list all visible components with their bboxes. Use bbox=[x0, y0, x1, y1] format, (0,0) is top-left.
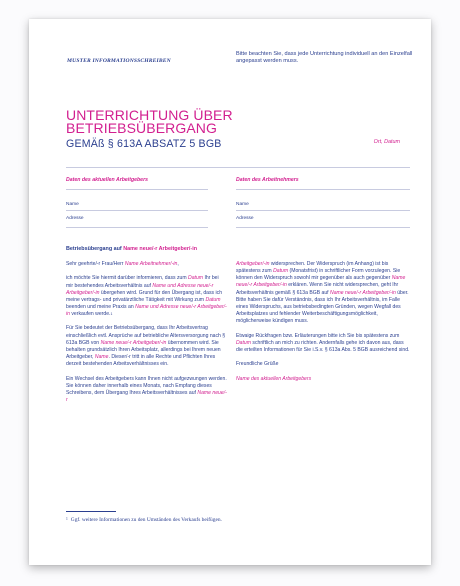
employer-address-label: Adresse bbox=[66, 216, 84, 221]
employer-address-line bbox=[66, 227, 208, 228]
employer-heading: Daten des aktuellen Arbeitgebers bbox=[66, 177, 148, 183]
employee-heading: Daten des Arbeitnehmers bbox=[236, 177, 299, 183]
subject-line bbox=[66, 246, 197, 252]
document-subtitle: GEMÄß § 613A ABSATZ 5 BGB bbox=[66, 138, 222, 150]
paragraph-objection-right: Ein Wechsel des Arbeitgebers kann Ihnen nicht aufgezwungen werden. Sie können daher innerhalb eines Monats, nach Empfang dieses Schreibens, dem Übergang Ihres Arbeitsverhältnisses auf Name neue/-r bbox=[66, 375, 227, 404]
employer-name-label: Name bbox=[66, 202, 79, 207]
letter-left-column bbox=[66, 261, 227, 411]
employee-address-label: Adresse bbox=[236, 216, 254, 221]
individualization-note: Bitte beachten Sie, dass jede Unterrichtung individuell an den Einzelfall angepasst werden muss. bbox=[236, 51, 413, 65]
document-title bbox=[66, 109, 233, 135]
subject-prefix: Betriebsübergang auf bbox=[66, 246, 124, 252]
title-line-2: BETRIEBSÜBERGANG bbox=[66, 120, 217, 136]
employee-name-label: Name bbox=[236, 202, 249, 207]
place-date: Ort, Datum bbox=[373, 139, 400, 145]
footnote bbox=[66, 517, 246, 524]
paragraph-objection-details: Arbeitgeber/-in widersprechen. Der Widerspruch (im Anhang) ist bis spätestens zum Datum (Monatsfrist) in schriftlicher Form vorzulegen. Sie können den Widerspruch sowohl mir gegenüber als auch gegenüber Name neue/-r Arbeitgeber/-in erklären. Wenn Sie nicht widersprechen, geht Ihr Arbeitsverhältnis gemäß § 613a BGB auf Name neue/-r Arbeitgeber/-in über. Bitte haben Sie dafür Verständnis, dass ich Ihr Arbeitsverhältnis, im Falle eines Widerspruchs, aus betriebsbedingten Gründen, wegen Wegfall des Arbeitsplatzes und fehlender Weiterbeschäftigungsmöglichkeit, möglicherweise kündigen muss. bbox=[236, 261, 409, 325]
footnote-number: 1 bbox=[66, 517, 68, 521]
footnote-divider bbox=[66, 511, 116, 512]
letter-page bbox=[29, 19, 431, 565]
footnote-marker: 1 bbox=[110, 312, 113, 317]
title-line-1: UNTERRICHTUNG ÜBER bbox=[66, 107, 233, 123]
title-divider bbox=[66, 167, 410, 168]
salutation-name: Name Arbeitnehmer/-in bbox=[124, 261, 178, 267]
employee-rule bbox=[236, 189, 410, 190]
paragraph-questions: Etwaige Rückfragen bzw. Erläuterungen bitte ich Sie bis spätestens zum Datum schriftlich an mich zu richten. Andernfalls gehe ich davon aus, dass die erteilten Informationen für Sie i.S.v. § 613a Abs. 5 BGB ausreichend sind. bbox=[236, 332, 410, 353]
closing-greeting: Freundliche Grüße bbox=[236, 361, 279, 368]
letter-right-column bbox=[236, 261, 410, 390]
employee-address-line bbox=[236, 227, 410, 228]
template-label: MUSTER INFORMATIONSSCHREIBEN bbox=[67, 58, 171, 64]
footnote-text: Ggf. weitere Informationen zu den Umständen des Verkaufs beifügen. bbox=[70, 517, 222, 523]
employee-name-line bbox=[236, 210, 410, 211]
paragraph-consequences: Für Sie bedeutet der Betriebsübergang, dass Ihr Arbeitsvertrag einschließlich evtl. Ansprüche auf betriebliche Altersversorgung nach § 613a BGB von Name neue/-r Arbeitgeber/-in übernommen wird. Sie behalten grundsätzlich Ihren Arbeitsplatz, allerdings bei Ihrem neuen Arbeitgeber, Name. Dieser/-r tritt in alle Rechte und Pflichten Ihres derzeit bestehenden Arbeitsverhältnisses ein. bbox=[66, 325, 226, 368]
signature-placeholder: Name des aktuellen Arbeitgebers bbox=[236, 375, 312, 382]
employer-rule bbox=[66, 189, 208, 190]
subject-highlight: Name neue/-r Arbeitgeber/-in bbox=[123, 246, 198, 252]
paragraph-transfer-notice: ich möchte Sie hiermit darüber informieren, dass zum Datum Ihr bei mir bestehendes Arbeitsverhältnis auf Name und Adresse neue/-r Arbeitgeber/-in übergehen wird. Grund für den Übergang ist, dass ich meine vertrags- und privatärztliche Tätigkeit mit Wirkung zum Datum beenden und meine Praxis an Name und Adresse neue/-r Arbeitgeber/-in verkaufen werde.$^1$ bbox=[66, 275, 227, 318]
employer-name-line bbox=[66, 210, 208, 211]
salutation: Sehr geehrte/-r Frau/Herr Name Arbeitnehmer/-in, bbox=[66, 261, 179, 267]
